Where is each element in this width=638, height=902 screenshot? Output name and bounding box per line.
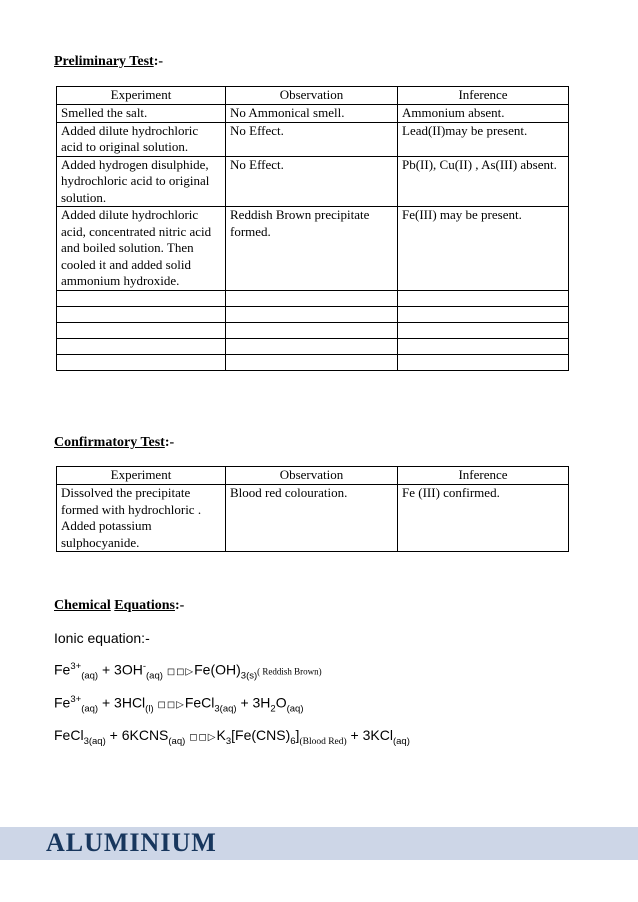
table-row bbox=[57, 156, 569, 207]
preliminary-test-table bbox=[56, 86, 569, 371]
preliminary-test-heading: Preliminary Test:- bbox=[54, 54, 164, 69]
empty-row bbox=[57, 322, 569, 338]
header-observation: Observation bbox=[226, 87, 398, 105]
table-row bbox=[57, 207, 569, 291]
footer-title: ALUMINIUM bbox=[46, 828, 217, 857]
arrow-icon: ◻◻▷ bbox=[157, 699, 185, 711]
experiment-cell: Dissolved the precipitate formed with hydrochloric . Added potassium sulphocyanide. bbox=[57, 485, 226, 552]
empty-row bbox=[57, 338, 569, 354]
observation-cell: Reddish Brown precipitate formed. bbox=[226, 207, 398, 291]
table-row bbox=[57, 485, 569, 552]
header-inference: Inference bbox=[398, 87, 569, 105]
experiment-cell: Added hydrogen disulphide, hydrochloric acid to original solution. bbox=[57, 156, 226, 207]
observation-cell: Blood red colouration. bbox=[226, 485, 398, 552]
equation-1: $Fe^{3+}_{(aq)} + 3OH^-_{(aq)}$ $◻◻▷Fe(OH)_{3(s)}$( Reddish Brown) bbox=[54, 661, 322, 682]
header-experiment: Experiment bbox=[57, 467, 226, 485]
header-inference: Inference bbox=[398, 467, 569, 485]
header-observation: Observation bbox=[226, 467, 398, 485]
table-header-row bbox=[57, 87, 569, 105]
observation-cell: No Effect. bbox=[226, 156, 398, 207]
confirmatory-test-table bbox=[56, 466, 569, 552]
experiment-cell: Added dilute hydrochloric acid to original solution. bbox=[57, 122, 226, 156]
confirmatory-test-heading: Confirmatory Test:- bbox=[54, 435, 175, 450]
inference-cell: Pb(II), Cu(II) , As(III) absent. bbox=[398, 156, 569, 207]
arrow-icon: ◻◻▷ bbox=[189, 732, 217, 743]
header-experiment: Experiment bbox=[57, 87, 226, 105]
experiment-cell: Added dilute hydrochloric acid, concentrated nitric acid and boiled solution. Then cooled it and added solid ammonium hydroxide. bbox=[57, 207, 226, 291]
inference-cell: Fe(III) may be present. bbox=[398, 207, 569, 291]
arrow-icon: ◻◻▷ bbox=[166, 666, 195, 678]
table-row bbox=[57, 105, 569, 123]
inference-cell: Fe (III) confirmed. bbox=[398, 485, 569, 552]
equation-3: FeCl$_{3(aq)}$ + $6KCNS_{(aq)}$ $◻◻▷K_3[Fe(CNS)_6]_{(Blood Red)} + 3KCl_{(aq)}$ bbox=[54, 727, 410, 747]
chemical-equations-heading: Chemical Equations:- bbox=[54, 598, 185, 613]
inference-cell: Ammonium absent. bbox=[398, 105, 569, 123]
empty-row bbox=[57, 290, 569, 306]
experiment-cell: Smelled the salt. bbox=[57, 105, 226, 123]
equation-2: $Fe^{3+}_{(aq)} + 3HCl_{(l)}$ ◻◻▷FeCl$_{3(aq)}$ + $3H_2O_{(aq)}$ bbox=[54, 694, 304, 715]
ionic-equation-label: Ionic equation:- bbox=[54, 630, 150, 646]
empty-row bbox=[57, 306, 569, 322]
table-header-row bbox=[57, 467, 569, 485]
observation-cell: No Effect. bbox=[226, 122, 398, 156]
empty-row bbox=[57, 354, 569, 370]
table-row bbox=[57, 122, 569, 156]
observation-cell: No Ammonical smell. bbox=[226, 105, 398, 123]
inference-cell: Lead(II)may be present. bbox=[398, 122, 569, 156]
